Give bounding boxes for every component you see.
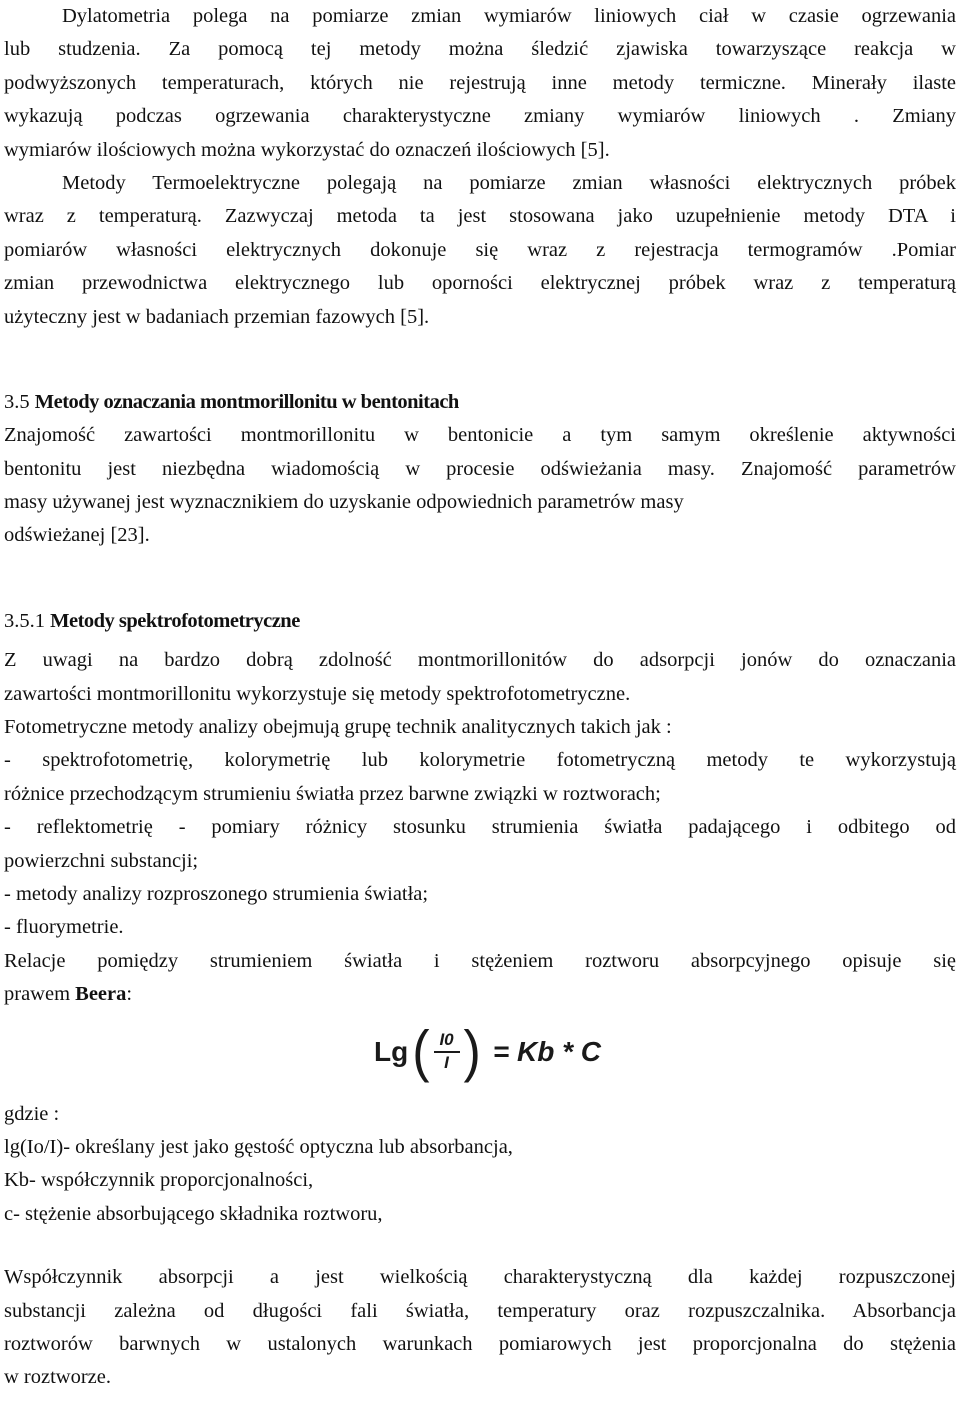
text-line: pomiarów własności elektrycznych dokonuje się wraz z rejestracja termogramów .Pomiar bbox=[4, 238, 956, 261]
section-number: 3.5 bbox=[4, 390, 35, 413]
text-line: Dylatometria polega na pomiarze zmian wymiarów liniowych ciał w czasie ogrzewania bbox=[62, 5, 956, 27]
beer-suffix: : bbox=[126, 983, 133, 1006]
text-line: Z uwagi na bardzo dobrą zdolność montmorillonitów do adsorpcji jonów do oznaczania bbox=[4, 649, 956, 672]
text-line: - fluorymetrie. bbox=[4, 916, 124, 939]
text-line: roztworów barwnych w ustalonych warunkach pomiarowych jest proporcjonalna do stężenia bbox=[4, 1332, 956, 1355]
text-line: lg(Io/I)- określany jest jako gęstość optyczna lub absorbancja, bbox=[4, 1135, 513, 1158]
formula-rhs: = Kb * C bbox=[492, 1035, 602, 1067]
beer-prefix: prawem bbox=[4, 983, 76, 1006]
text-line: zawartości montmorillonitu wykorzystuje się metody spektrofotometryczne. bbox=[4, 682, 631, 705]
text-line: podwyższonych temperaturach, których nie rejestrują inne metody termiczne. Minerały ilaste bbox=[4, 71, 956, 94]
paragraph-montmorillonite bbox=[4, 419, 956, 553]
text-line: Współczynnik absorpcji a jest wielkością charakterystyczną dla każdej rozpuszczonej bbox=[4, 1266, 956, 1289]
text-line: c- stężenie absorbującego składnika roztworu, bbox=[4, 1202, 383, 1225]
formula-denominator: I bbox=[444, 1052, 449, 1072]
beer-name: Beera bbox=[75, 983, 127, 1006]
text-line: Kb- współczynnik proporcjonalności, bbox=[4, 1169, 314, 1192]
section-number: 3.5.1 bbox=[4, 609, 51, 632]
formula-fraction bbox=[434, 1031, 460, 1072]
section-heading-3-5 bbox=[4, 386, 956, 419]
formula-numerator: I0 bbox=[439, 1029, 454, 1049]
text-line: wykazują podczas ogrzewania charakterystyczne zmiany wymiarów liniowych . Zmiany bbox=[4, 105, 956, 128]
text-line: wymiarów ilościowych można wykorzystać do oznaczeń ilościowych [5]. bbox=[4, 138, 610, 161]
section-title: Metody spektrofotometryczne bbox=[50, 609, 300, 632]
text-line: Znajomość zawartości montmorillonitu w bentonicie a tym samym określenie aktywności bbox=[4, 424, 956, 447]
text-line: gdzie : bbox=[4, 1102, 60, 1125]
beer-law-formula bbox=[4, 1012, 956, 1098]
text-line: wraz z temperaturą. Zazwyczaj metoda ta jest stosowana jako uzupełnienie metody DTA i bbox=[4, 205, 956, 228]
paragraph-definitions bbox=[4, 1098, 956, 1232]
text-line: - metody analizy rozproszonego strumienia światła; bbox=[4, 882, 429, 905]
paragraph-dilatometry bbox=[4, 0, 956, 167]
paragraph-absorption bbox=[4, 1261, 956, 1395]
document-page bbox=[4, 0, 956, 1395]
text-line bbox=[4, 978, 956, 1011]
text-line: masy używanej jest wyznacznikiem do uzyskanie odpowiednich parametrów masy bbox=[4, 491, 684, 514]
section-heading-3-5-1 bbox=[4, 605, 956, 638]
text-line: substancji zależna od długości fali światła, temperatury oraz rozpuszczalnika. Absorbancja bbox=[4, 1299, 956, 1322]
text-line: różnice przechodzącym strumieniu światła przez barwne związki w roztworach; bbox=[4, 782, 661, 805]
text-line: Metody Termoelektryczne polegają na pomiarze zmian własności elektrycznych próbek bbox=[62, 171, 956, 194]
text-line: Relacje pomiędzy strumieniem światła i stężeniem roztworu absorpcyjnego opisuje się bbox=[4, 949, 956, 972]
text-line: - spektrofotometrię, kolorymetrię lub kolorymetrie fotometryczną metody te wykorzystują bbox=[4, 749, 956, 772]
section-title: Metody oznaczania montmorillonitu w bentonitach bbox=[34, 390, 459, 413]
paragraph-spectrophotometry bbox=[4, 644, 956, 1011]
text-line: odświeżanej [23]. bbox=[4, 524, 150, 547]
formula-lg: Lg bbox=[374, 1035, 409, 1067]
text-line: użyteczny jest w badaniach przemian fazowych [5]. bbox=[4, 305, 430, 328]
text-line: zmian przewodnictwa elektrycznego lub oporności elektrycznej próbek wraz z temperaturą bbox=[4, 272, 956, 295]
paragraph-thermoelectric bbox=[4, 167, 956, 334]
text-line: w roztworze. bbox=[4, 1366, 112, 1389]
text-line: Fotometryczne metody analizy obejmują grupę technik analitycznych takich jak : bbox=[4, 716, 672, 739]
text-line: - reflektometrię - pomiary różnicy stosunku strumienia światła padającego i odbitego od bbox=[4, 816, 956, 839]
text-line: bentonitu jest niezbędna wiadomością w procesie odświeżania masy. Znajomość parametrów bbox=[4, 457, 956, 480]
text-line: powierzchni substancji; bbox=[4, 849, 199, 872]
text-line: lub studzenia. Za pomocą tej metody można śledzić zjawiska towarzyszące reakcja w bbox=[4, 38, 956, 61]
formula-image: Lg ( $\frac{I0}{I}$ ) = Kb * C bbox=[374, 1019, 602, 1084]
